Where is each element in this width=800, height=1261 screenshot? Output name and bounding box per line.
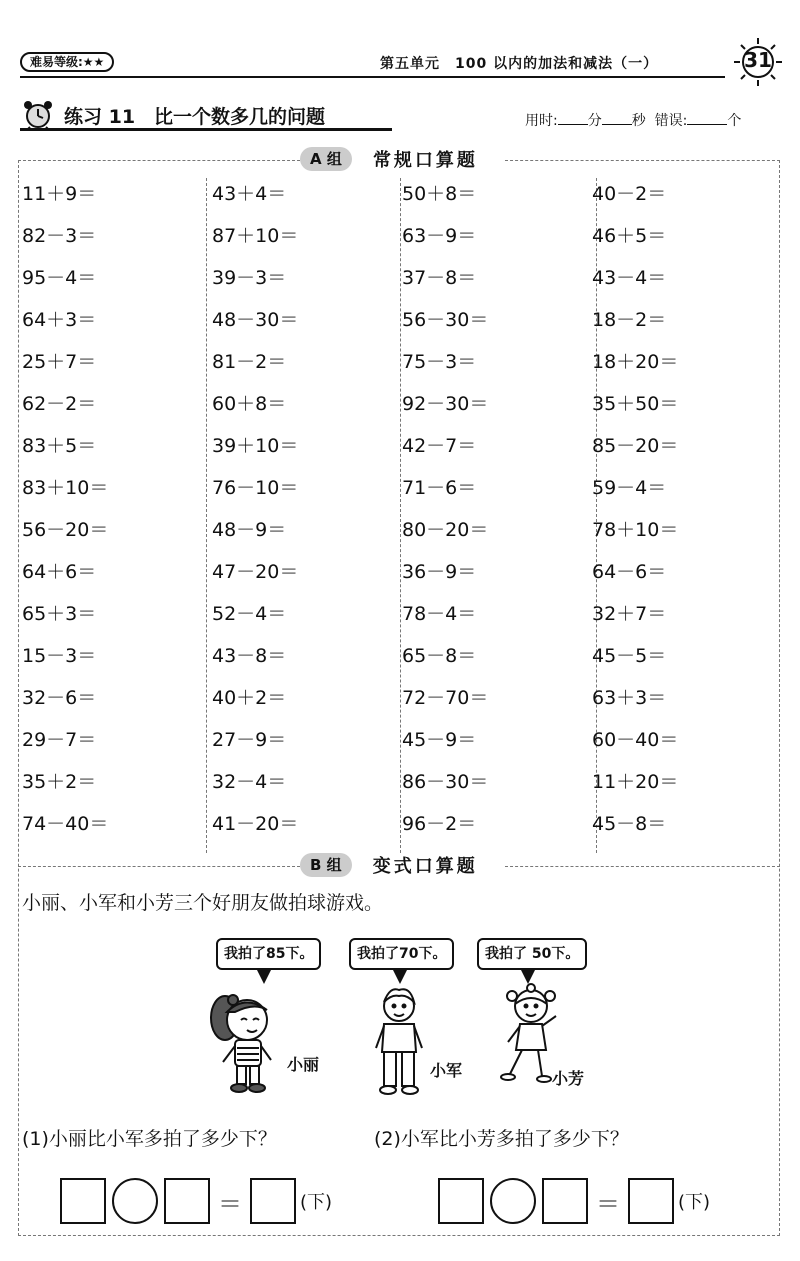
problem-row [22,552,782,594]
problem-row [22,300,782,342]
unit-label: (下) [300,1192,333,1213]
arithmetic-problem: 50＋8＝ [402,183,477,205]
section-divider-left [18,866,300,867]
section-divider-right [505,866,780,867]
arithmetic-problem: 32－6＝ [22,687,97,709]
arithmetic-problem: 95－4＝ [22,267,97,289]
equals-sign: ＝ [596,1189,620,1218]
answer-box[interactable] [60,1178,106,1224]
answer-box[interactable] [250,1178,296,1224]
arithmetic-problem: 35＋2＝ [22,771,97,793]
problem-row [22,594,782,636]
arithmetic-problem: 60－40＝ [592,729,679,751]
arithmetic-problem: 48－30＝ [212,309,299,331]
question-1: (1)小丽比小军多拍了多少下？ [22,1128,277,1150]
arithmetic-problem: 63＋3＝ [592,687,667,709]
arithmetic-problem: 18＋20＝ [592,351,679,373]
arithmetic-problem: 81－2＝ [212,351,287,373]
problem-intro: 小丽、小军和小芳三个好朋友做拍球游戏。 [22,892,384,914]
group-b-label: 变式口算题 [372,856,478,877]
unit-label: (下) [678,1192,711,1213]
arithmetic-problem: 96－2＝ [402,813,477,835]
problem-row [22,216,782,258]
bubble-tail [256,968,272,984]
frame-top-right [505,160,780,161]
arithmetic-problem: 56－20＝ [22,519,109,541]
problem-row [22,468,782,510]
arithmetic-problem: 78＋10＝ [592,519,679,541]
problem-row [22,510,782,552]
girl-xiaoli-illustration [205,990,285,1094]
page-number-badge [732,36,784,88]
arithmetic-problem: 59－4＝ [592,477,667,499]
arithmetic-problem: 85－20＝ [592,435,679,457]
minutes-label: 分 [587,113,602,129]
arithmetic-problem: 25＋7＝ [22,351,97,373]
arithmetic-problem: 64－6＝ [592,561,667,583]
arithmetic-problem: 86－30＝ [402,771,489,793]
problem-row [22,258,782,300]
frame-top-left [18,160,300,161]
arithmetic-problem: 62－2＝ [22,393,97,415]
arithmetic-problem: 78－4＝ [402,603,477,625]
page-header [20,50,782,76]
arithmetic-problem: 56－30＝ [402,309,489,331]
problem-row [22,636,782,678]
kid-name-xiaoli: 小丽 [287,1055,320,1074]
minutes-blank[interactable] [558,113,588,125]
arithmetic-problem: 80－20＝ [402,519,489,541]
arithmetic-problem: 35＋50＝ [592,393,679,415]
answer-box[interactable] [628,1178,674,1224]
arithmetic-problem: 29－7＝ [22,729,97,751]
bubble-tail [392,968,408,984]
arithmetic-problem: 36－9＝ [402,561,477,583]
errors-label: 错误: [654,113,688,129]
unit-title: 第五单元 100 以内的加法和减法（一） [380,56,659,72]
arithmetic-problem: 71－6＝ [402,477,477,499]
answer-box[interactable] [542,1178,588,1224]
arithmetic-problem: 46＋5＝ [592,225,667,247]
problem-row [22,720,782,762]
exercise-title-text: 练习 11 比一个数多几的问题 [64,106,326,128]
problem-row [22,762,782,804]
group-b-header [300,852,478,880]
alarm-clock-icon [20,98,56,130]
group-b-tag: B 组 [300,853,352,877]
arithmetic-problem: 82－3＝ [22,225,97,247]
title-underline [20,128,392,131]
arithmetic-problem: 32＋7＝ [592,603,667,625]
problem-row [22,174,782,216]
arithmetic-problem: 42－7＝ [402,435,477,457]
arithmetic-problem: 65＋3＝ [22,603,97,625]
seconds-blank[interactable] [602,113,632,125]
arithmetic-grid [22,174,782,846]
arithmetic-problem: 60＋8＝ [212,393,287,415]
arithmetic-problem: 87＋10＝ [212,225,299,247]
answer-equation-1 [60,1178,332,1224]
arithmetic-problem: 45－8＝ [592,813,667,835]
arithmetic-problem: 45－5＝ [592,645,667,667]
question-2: (2)小军比小芳多拍了多少下？ [374,1128,629,1150]
arithmetic-problem: 39－3＝ [212,267,287,289]
boy-xiaojun-illustration [372,986,426,1096]
difficulty-badge: 难易等级:★★ [20,52,114,72]
arithmetic-problem: 76－10＝ [212,477,299,499]
time-used-label: 用时: [525,113,558,129]
arithmetic-problem: 48－9＝ [212,519,287,541]
arithmetic-problem: 52－4＝ [212,603,287,625]
arithmetic-problem: 64＋6＝ [22,561,97,583]
arithmetic-problem: 72－70＝ [402,687,489,709]
equals-sign: ＝ [218,1189,242,1218]
header-rule [20,76,725,78]
answer-equation-2 [438,1178,710,1224]
speech-bubble-xiaoli: 我拍了85下。 [216,938,321,970]
timer-record [525,110,741,130]
operator-circle[interactable] [112,1178,158,1224]
arithmetic-problem: 32－4＝ [212,771,287,793]
errors-blank[interactable] [687,113,727,125]
arithmetic-problem: 11＋9＝ [22,183,97,205]
kid-name-xiaojun: 小军 [430,1061,463,1080]
arithmetic-problem: 43＋4＝ [212,183,287,205]
arithmetic-problem: 65－8＝ [402,645,477,667]
speech-bubble-xiaojun: 我拍了70下。 [349,938,454,970]
answer-box[interactable] [438,1178,484,1224]
arithmetic-problem: 39＋10＝ [212,435,299,457]
group-a-label: 常规口算题 [372,150,478,171]
arithmetic-problem: 40＋2＝ [212,687,287,709]
page-number: 31 [744,48,772,72]
arithmetic-problem: 11＋20＝ [592,771,679,793]
arithmetic-problem: 18－2＝ [592,309,667,331]
kid-name-xiaofang: 小芳 [552,1069,585,1088]
arithmetic-problem: 75－3＝ [402,351,477,373]
seconds-label: 秒 [631,113,646,129]
answer-box[interactable] [164,1178,210,1224]
arithmetic-problem: 83＋5＝ [22,435,97,457]
arithmetic-problem: 43－4＝ [592,267,667,289]
arithmetic-problem: 83＋10＝ [22,477,109,499]
operator-circle[interactable] [490,1178,536,1224]
arithmetic-problem: 43－8＝ [212,645,287,667]
arithmetic-problem: 27－9＝ [212,729,287,751]
exercise-title [20,98,392,130]
problem-row [22,804,782,846]
arithmetic-problem: 47－20＝ [212,561,299,583]
arithmetic-problem: 92－30＝ [402,393,489,415]
arithmetic-problem: 37－8＝ [402,267,477,289]
count-label: 个 [727,113,742,129]
group-a-tag: A 组 [300,147,352,171]
problem-row [22,426,782,468]
problem-row [22,678,782,720]
arithmetic-problem: 63－9＝ [402,225,477,247]
problem-row [22,384,782,426]
arithmetic-problem: 41－20＝ [212,813,299,835]
arithmetic-problem: 45－9＝ [402,729,477,751]
problem-row [22,342,782,384]
speech-bubble-xiaofang: 我拍了 50下。 [477,938,587,970]
arithmetic-problem: 15－3＝ [22,645,97,667]
arithmetic-problem: 64＋3＝ [22,309,97,331]
group-a-header [300,146,478,174]
arithmetic-problem: 40－2＝ [592,183,667,205]
arithmetic-problem: 74－40＝ [22,813,109,835]
